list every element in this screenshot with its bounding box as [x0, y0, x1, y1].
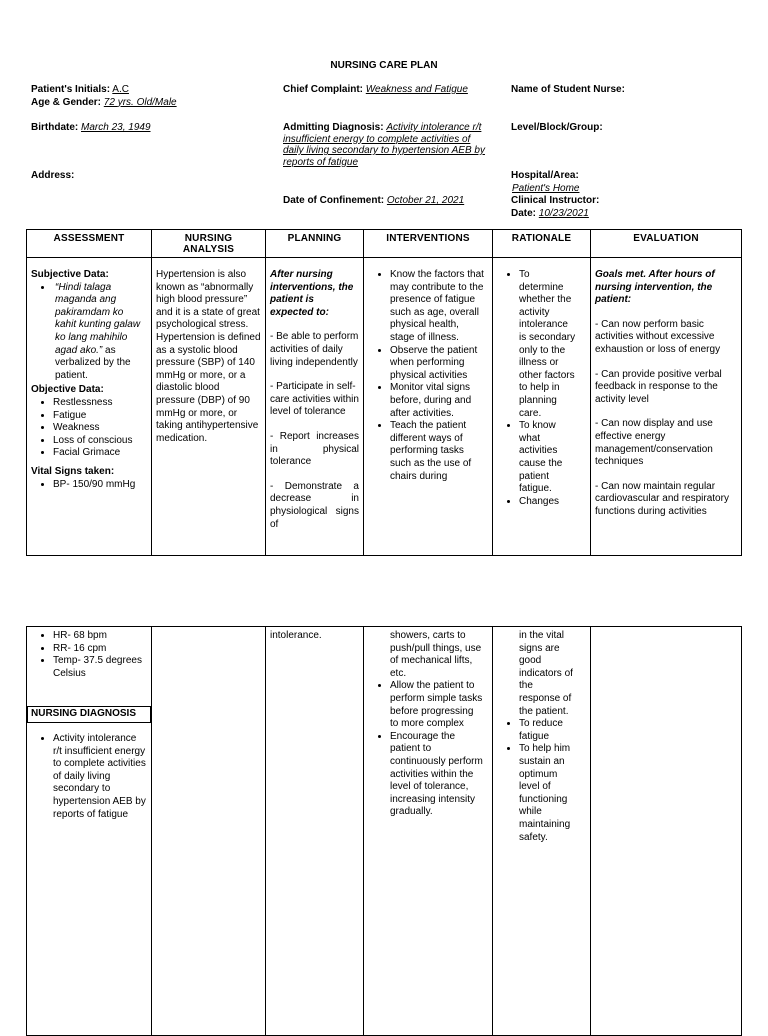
planning-goal: - Report increases in physical tolerance — [270, 430, 359, 468]
col-assessment: ASSESSMENT — [27, 230, 152, 258]
patient-initials-row — [31, 84, 261, 97]
patient-info — [31, 84, 261, 109]
document-title: NURSING CARE PLAN — [330, 60, 438, 71]
rationale-list — [497, 718, 576, 844]
col-planning: PLANNING — [266, 230, 364, 258]
table-header-row — [27, 230, 742, 258]
student-nurse-label: Name of Student Nurse: — [511, 84, 625, 95]
list-item: • BP- 150/90 mmHg — [53, 479, 147, 492]
list-item: • Restlessness — [53, 397, 147, 410]
planning-goal: - Demonstrate a decrease in physiological signs of — [270, 480, 359, 530]
list-item: • Temp- 37.5 degrees Celsius — [53, 655, 147, 680]
age-gender-value: 72 yrs. Old/Male — [103, 96, 177, 108]
nursing-diagnosis-text: • Activity intolerance r/t insufficient energy to complete activities of daily living secondary to hypertension AEB by reports of fatigue — [53, 733, 147, 821]
table-row — [27, 627, 742, 1036]
objective-list — [31, 397, 147, 460]
age-gender-label: Age & Gender: — [31, 96, 102, 108]
hospital-label: Hospital/Area: — [511, 170, 579, 181]
care-plan-table-page-1 — [26, 229, 742, 556]
list-item: • Allow the patient to perform simple tasks before progressing to more complex — [390, 680, 484, 730]
hospital-info — [511, 170, 731, 220]
admitting-dx-line-4: reports of fatigue — [283, 156, 359, 168]
evaluation-item: - Can now display and use effective energy management/conservation techniques — [595, 418, 713, 468]
list-item: • Know the factors that may contribute to the presence of fatigue such as age, overall physical health, stage of illness. — [390, 269, 484, 345]
address-label: Address: — [31, 170, 75, 181]
rationale-list — [497, 269, 576, 508]
assessment-cell-continued — [27, 627, 152, 1036]
subjective-label: Subjective Data: — [31, 269, 109, 280]
list-item: • Facial Grimace — [53, 447, 147, 460]
nursing-analysis-cell-continued — [152, 627, 266, 1036]
vitals-list — [31, 630, 147, 680]
admitting-dx-label: Admitting Diagnosis: — [283, 122, 384, 133]
chief-complaint-row — [283, 84, 503, 97]
list-item: • RR- 16 cpm — [53, 643, 147, 656]
planning-goal: - Participate in self-care activities within level of tolerance — [270, 381, 359, 418]
analysis-text: Hypertension is also known as “abnormally high blood pressure” and it is a state of great psychological stress. Hypertension is defined as a systolic blood pressure (SBP) of 140 mmHg or more, or a diastolic blood pressure (DBP) of 90 mmHg or more, or taking antihypertensive medication. — [156, 269, 261, 444]
evaluation-item: - Can now perform basic activities without excessive exhaustion or loss of energy — [595, 318, 721, 355]
age-gender-row — [31, 97, 261, 110]
col-nursing-analysis: NURSING ANALYSIS — [152, 230, 266, 258]
confinement-value: October 21, 2021 — [386, 195, 465, 206]
list-item: • Observe the patient when performing physical activities — [390, 345, 484, 383]
birthdate-row — [31, 122, 261, 135]
care-plan-table-page-2 — [26, 626, 742, 1036]
list-item: • To help him sustain an optimum level of functioning while maintaining safety. — [519, 743, 576, 844]
patient-initials-label: Patient's Initials: — [31, 84, 111, 95]
admitting-dx-line-2: insufficient energy to complete activities of — [283, 133, 471, 145]
interventions-cell — [364, 258, 493, 556]
nursing-analysis-cell — [152, 258, 266, 556]
planning-goal: - Be able to perform activities of daily living independently — [270, 331, 359, 368]
chief-complaint-label: Chief Complaint: — [283, 84, 363, 95]
admitting-dx-line-1: Activity intolerance r/t — [386, 122, 482, 133]
subjective-item: • “Hindi talaga maganda ang pakiramdam ko kahit kunting galaw ko lang mahihilo agad ako.” as verbalized by the patient. — [53, 282, 147, 383]
list-item: • HR- 68 bpm — [53, 630, 147, 643]
col-rationale: RATIONALE — [493, 230, 591, 258]
date-row — [511, 208, 731, 221]
rationale-continued: in the vital signs are good indicators of the response of the patient. — [519, 630, 573, 717]
chief-complaint-value: Weakness and Fatigue — [365, 84, 468, 95]
interventions-list — [368, 680, 484, 819]
col-evaluation: EVALUATION — [591, 230, 742, 258]
instructor-label: Clinical Instructor: — [511, 195, 600, 207]
list-item: • Weakness — [53, 422, 147, 435]
patient-initials-value: A.C — [112, 84, 129, 95]
admitting-diagnosis — [283, 122, 508, 168]
rationale-cell-continued — [493, 627, 591, 1036]
confinement-row — [283, 195, 503, 208]
evaluation-intro: Goals met. After hours of nursing intervention, the patient: — [595, 269, 715, 306]
date-value: 10/23/2021 — [538, 207, 589, 219]
birthdate-label: Birthdate: — [31, 122, 79, 133]
interventions-cell-continued — [364, 627, 493, 1036]
col-interventions: INTERVENTIONS — [364, 230, 493, 258]
list-item: • Monitor vital signs before, during and after activities. — [390, 382, 484, 420]
evaluation-item: - Can now maintain regular cardiovascular and respiratory functions during activities — [595, 480, 729, 517]
intervention-continued: showers, carts to push/pull things, use of mechanical lifts, etc. — [390, 630, 482, 679]
nursing-diagnosis-heading: NURSING DIAGNOSIS — [27, 706, 151, 723]
list-item: • To determine whether the activity intolerance is secondary only to the illness or other factors to help in planning care. — [519, 269, 576, 420]
level-block-group-label: Level/Block/Group: — [511, 122, 603, 133]
interventions-list — [368, 269, 484, 483]
planning-cell — [266, 258, 364, 556]
planning-intro: After nursing interventions, the patient is expected to: — [270, 269, 354, 318]
confinement-label: Date of Confinement: — [283, 195, 385, 206]
table-row — [27, 258, 742, 556]
evaluation-cell — [591, 258, 742, 556]
assessment-cell — [27, 258, 152, 556]
list-item: • Teach the patient different ways of performing tasks such as the use of chairs during — [390, 420, 484, 483]
vitals-label: Vital Signs taken: — [31, 465, 115, 477]
evaluation-item: - Can provide positive verbal feedback in response to the activity level — [595, 368, 722, 405]
planning-cell-continued — [266, 627, 364, 1036]
objective-label: Objective Data: — [31, 384, 104, 396]
birthdate-value: March 23, 1949 — [81, 122, 151, 133]
date-label: Date: — [511, 207, 537, 219]
hospital-value: Patient's Home — [512, 182, 580, 194]
list-item: • To reduce fatigue — [519, 718, 576, 743]
list-item: • Loss of conscious — [53, 435, 147, 448]
list-item: • Changes — [519, 496, 576, 509]
rationale-cell — [493, 258, 591, 556]
list-item: • To know what activities cause the patient fatigue. — [519, 420, 576, 496]
admitting-dx-line-3: daily living secondary to hypertension AEB by — [283, 145, 485, 156]
planning-goal-continued: intolerance. — [270, 630, 322, 641]
list-item: • Fatigue — [53, 410, 147, 423]
list-item: • Encourage the patient to continuously perform activities within the level of tolerance, increasing intensity gradually. — [390, 731, 484, 819]
evaluation-cell-continued — [591, 627, 742, 1036]
